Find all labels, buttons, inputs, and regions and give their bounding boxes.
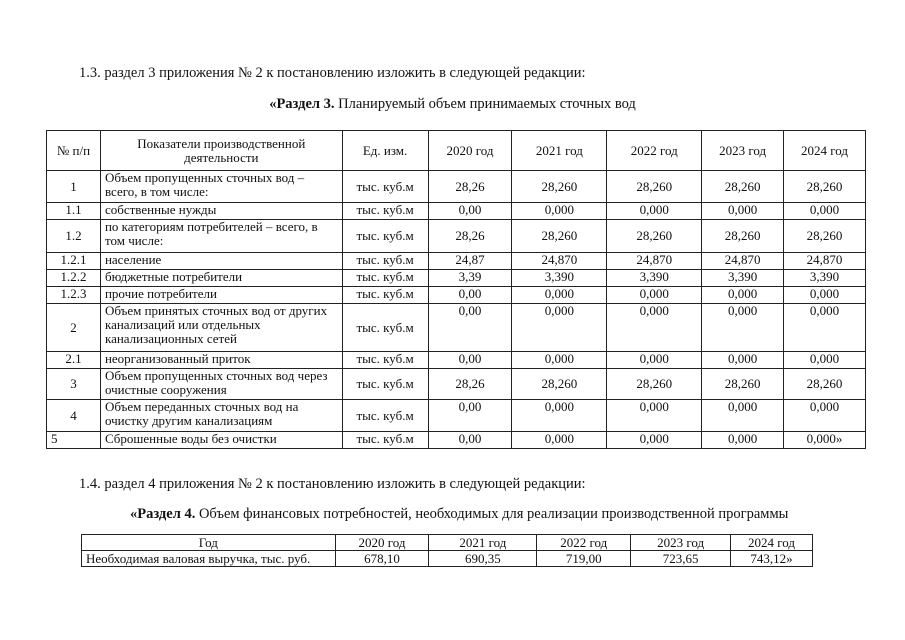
row-number: 1.2.3 [47, 287, 101, 304]
row-unit: тыс. куб.м [342, 253, 428, 270]
value-cell: 0,000 [702, 203, 784, 220]
row-number: 1.1 [47, 203, 101, 220]
value-cell: 0,000 [512, 352, 607, 369]
value-cell: 3,390 [512, 270, 607, 287]
row-unit: тыс. куб.м [342, 369, 428, 400]
section3-intro: 1.3. раздел 3 приложения № 2 к постановлению изложить в следующей редакции: [79, 65, 586, 81]
value-cell: 0,000 [784, 400, 866, 432]
value-cell: 0,000 [702, 400, 784, 432]
row-number: 1.2.1 [47, 253, 101, 270]
value-cell: 0,00 [428, 352, 512, 369]
row-number: 4 [47, 400, 101, 432]
header-cell: № п/п [47, 131, 101, 171]
value-cell: 0,000 [702, 304, 784, 352]
value-cell: 0,000 [784, 304, 866, 352]
row-unit: тыс. куб.м [342, 400, 428, 432]
value-cell: 28,260 [607, 171, 702, 203]
header-cell: 2021 год [429, 535, 537, 551]
value-cell: 24,87 [428, 253, 512, 270]
row-number: 1 [47, 171, 101, 203]
value-cell: 3,390 [784, 270, 866, 287]
table-row [47, 270, 866, 287]
value-cell: 719,00 [537, 551, 631, 567]
value-cell: 0,00 [428, 304, 512, 352]
row-indicator: население [100, 253, 342, 270]
header-cell: 2023 год [702, 131, 784, 171]
value-cell: 0,000 [784, 287, 866, 304]
table-row [47, 400, 866, 432]
value-cell: 28,26 [428, 220, 512, 253]
value-cell: 0,00 [428, 287, 512, 304]
header-cell: Год [82, 535, 336, 551]
value-cell: 0,000 [784, 203, 866, 220]
table-row [47, 304, 866, 352]
value-cell: 3,390 [702, 270, 784, 287]
value-cell: 28,260 [607, 369, 702, 400]
table-header-row [82, 535, 813, 551]
row-unit: тыс. куб.м [342, 203, 428, 220]
row-number: 1.2 [47, 220, 101, 253]
value-cell: 0,000 [607, 352, 702, 369]
row-number: 3 [47, 369, 101, 400]
row-indicator: Необходимая валовая выручка, тыс. руб. [82, 551, 336, 567]
table-row [47, 287, 866, 304]
value-cell: 28,260 [512, 369, 607, 400]
value-cell: 28,260 [607, 220, 702, 253]
value-cell: 24,870 [784, 253, 866, 270]
section3-title [0, 96, 905, 113]
value-cell: 3,39 [428, 270, 512, 287]
row-unit: тыс. куб.м [342, 171, 428, 203]
section3-title-bold: «Раздел 3. [269, 96, 335, 112]
value-cell: 28,260 [702, 220, 784, 253]
wastewater-volume-table [46, 130, 866, 449]
value-cell: 28,26 [428, 369, 512, 400]
value-cell: 24,870 [512, 253, 607, 270]
value-cell: 0,000 [607, 400, 702, 432]
header-cell: Ед. изм. [342, 131, 428, 171]
header-cell: 2024 год [731, 535, 813, 551]
row-number: 1.2.2 [47, 270, 101, 287]
row-indicator: по категориям потребителей – всего, в том числе: [100, 220, 342, 253]
row-unit: тыс. куб.м [342, 352, 428, 369]
row-indicator: Объем переданных сточных вод на очистку другим канализациям [100, 400, 342, 432]
header-cell: 2022 год [607, 131, 702, 171]
value-cell: 28,26 [428, 171, 512, 203]
row-indicator: Объем принятых сточных вод от других канализаций или отдельных канализационных сетей [100, 304, 342, 352]
table-row [47, 220, 866, 253]
row-unit: тыс. куб.м [342, 270, 428, 287]
row-indicator: неорганизованный приток [100, 352, 342, 369]
header-cell: 2024 год [784, 131, 866, 171]
section4-intro: 1.4. раздел 4 приложения № 2 к постановлению изложить в следующей редакции: [79, 476, 586, 492]
table-row [47, 432, 866, 449]
row-indicator: бюджетные потребители [100, 270, 342, 287]
header-cell: 2022 год [537, 535, 631, 551]
value-cell: 0,000 [702, 432, 784, 449]
table-row [82, 551, 813, 567]
header-cell: 2020 год [428, 131, 512, 171]
header-cell: 2020 год [335, 535, 429, 551]
value-cell: 28,260 [784, 369, 866, 400]
header-cell: 2023 год [631, 535, 731, 551]
header-cell: Показатели производственной деятельности [100, 131, 342, 171]
row-unit: тыс. куб.м [342, 304, 428, 352]
value-cell: 28,260 [702, 369, 784, 400]
value-cell: 0,000 [607, 203, 702, 220]
row-number: 2 [47, 304, 101, 352]
value-cell: 28,260 [512, 220, 607, 253]
row-indicator: Объем пропущенных сточных вод через очистные сооружения [100, 369, 342, 400]
value-cell: 0,00 [428, 400, 512, 432]
value-cell: 28,260 [512, 171, 607, 203]
value-cell: 0,00 [428, 203, 512, 220]
value-cell: 28,260 [702, 171, 784, 203]
section4-title [130, 506, 788, 523]
row-indicator: прочие потребители [100, 287, 342, 304]
value-cell: 743,12» [731, 551, 813, 567]
value-cell: 0,00 [428, 432, 512, 449]
section4-title-bold: «Раздел 4. [130, 506, 196, 522]
section3-title-rest: Планируемый объем принимаемых сточных вод [334, 96, 636, 112]
table-row [47, 352, 866, 369]
value-cell: 28,260 [784, 220, 866, 253]
header-cell: 2021 год [512, 131, 607, 171]
value-cell: 24,870 [702, 253, 784, 270]
value-cell: 0,000 [607, 304, 702, 352]
value-cell: 0,000 [784, 352, 866, 369]
row-number: 5 [47, 432, 101, 449]
value-cell: 0,000 [512, 287, 607, 304]
value-cell: 0,000 [607, 432, 702, 449]
table-row [47, 253, 866, 270]
value-cell: 0,000 [607, 287, 702, 304]
section4-title-rest: Объем финансовых потребностей, необходимых для реализации производственной программы [195, 506, 789, 522]
value-cell: 690,35 [429, 551, 537, 567]
value-cell: 24,870 [607, 253, 702, 270]
value-cell: 0,000 [512, 400, 607, 432]
value-cell: 3,390 [607, 270, 702, 287]
table-row [47, 203, 866, 220]
value-cell: 723,65 [631, 551, 731, 567]
row-indicator: собственные нужды [100, 203, 342, 220]
financial-needs-table [81, 534, 813, 567]
value-cell: 0,000 [702, 287, 784, 304]
table-row [47, 171, 866, 203]
value-cell: 28,260 [784, 171, 866, 203]
value-cell: 0,000 [702, 352, 784, 369]
row-number: 2.1 [47, 352, 101, 369]
value-cell: 0,000 [512, 203, 607, 220]
table-header-row [47, 131, 866, 171]
value-cell: 0,000 [512, 432, 607, 449]
table-row [47, 369, 866, 400]
row-unit: тыс. куб.м [342, 432, 428, 449]
row-indicator: Объем пропущенных сточных вод – всего, в том числе: [100, 171, 342, 203]
row-unit: тыс. куб.м [342, 220, 428, 253]
value-cell: 678,10 [335, 551, 429, 567]
row-indicator: Сброшенные воды без очистки [100, 432, 342, 449]
value-cell: 0,000 [512, 304, 607, 352]
row-unit: тыс. куб.м [342, 287, 428, 304]
value-cell: 0,000» [784, 432, 866, 449]
